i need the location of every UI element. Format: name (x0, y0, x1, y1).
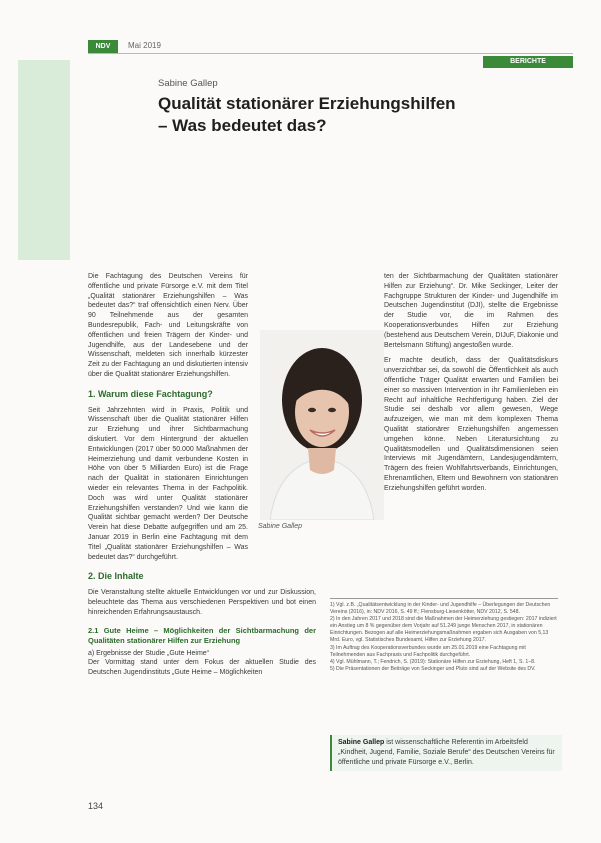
footnote: 2) In den Jahren 2017 und 2018 sind die Maßnahmen der Heimerziehung gestiegen: 2017 indiziert ein Anstieg um 8 % gegenüber dem Vorjahr auf 51.249 junge Menschen 2017, in stationären Einrichtungen. Bezogen auf alle Heimerziehungsmaßnahmen ergaben sich Ausgaben von 5,13 Mrd. Euro, vgl. Statistisches Bundesamt, Hilfen zur Erziehung 2017. (330, 616, 557, 644)
footnote: 3) Im Auftrag des Kooperationsverbundes wurde am 25.01.2019 eine Fachtagung mit Teilnehmenden aus Fachpraxis und Fachpolitik durchgeführt. (330, 644, 526, 658)
article-title (158, 93, 456, 137)
footnote: 1) Vgl. z.B. „Qualitätsentwicklung in der Kinder- und Jugendhilfe – Überlegungen der Deutschen Vereins (2016), in: NDV 2016, S. 49 ff.; Flensburg-Liesenkötter, NDV 2012, S. 548. (330, 602, 551, 616)
running-header (88, 40, 573, 54)
paragraph-seckinger: ten der Sichtbarmachung der Qualitäten stationärer Hilfen zur Erziehung“. Dr. Mike Seckinger, Leiter der Fachgruppe Strukturen der Kinder- und Jugendhilfe im Deutschen Jugendinstitut (DJI), stellte die Ergebnisse der Studie vor, die im Rahmen des Kooperationsverbundes Hilfen zur Erziehung (bestehend aus Deutschem Verein, DIJuF, Diakonie und Bertelsmann Stiftung) angestoßen wurde. (384, 273, 558, 349)
portrait-illustration (260, 330, 384, 520)
paragraph-vormittag: Der Vormittag stand unter dem Fokus der aktuellen Studie des Deutschen Jugendinstituts „Gute Heime – Möglichkeiten (88, 659, 316, 677)
issue-date: Mai 2019 (128, 41, 161, 50)
author-bio (330, 735, 562, 771)
paragraph-warum: Seit Jahrzehnten wird in Praxis, Politik und Wissenschaft über die Qualität stationärer Hilfen zur Erziehung und ihrer Sichtbarmachung diskutiert. Vor dem Hintergrund der aktuellen Entwicklungen (2017 über 50.000 Maßnahmen der Heimerziehung und damit verbundene Kosten in Höhe von über 5 Milliarden Euro) ist die Frage nach der Qualität in stationären Einrichtungen wieder ein relevantes Thema in der Fachpolitik. Doch was wird unter Qualität stationärer Erziehungshilfen verstanden? Und wie kann die Qualität sichtbar gemacht werden? Der Deutsche Verein hat diese Debatte aufgegriffen und am 25. Januar 2019 in Berlin eine Fachtagung mit dem Titel „Qualität stationärer Erziehungshilfen – Was bedeutet das?“ durchgeführt. (88, 406, 248, 561)
section-label: BERICHTE (483, 56, 573, 68)
author-portrait (260, 330, 384, 520)
footnote: 5) Die Präsentationen der Beiträge von Seckinger und Pluto sind auf der Website des DV. (330, 665, 536, 672)
footnotes (330, 598, 558, 673)
side-color-band (18, 60, 70, 260)
footnote: 4) Vgl. Mühlmann, T.; Fendrich, S. (2019): Stationäre Hilfen zur Erziehung, Heft 1, S. 1–8. (330, 658, 536, 665)
page-number: 134 (88, 801, 104, 811)
intro-paragraph: Die Fachtagung des Deutschen Vereins für öffentliche und private Fürsorge e.V. mit dem Titel „Qualität stationärer Erziehungshilfen – Was bedeutet das?“ traf offensichtlich einen Nerv. Über 90 Teilnehmende aus der gesamten Bundesrepublik, Fach- und Leitungskräfte von öffentlichen und freien Trägern der Kinder- und Jugendhilfe, aus der Landesebene und der Wissenschaft, meldeten sich innerhalb kürzester Zeit zu der Fachtagung an und diskutierten intensiv über die Qualität stationärer Erziehungshilfen. (88, 273, 248, 378)
paragraph-qualitaetsdiskurs: Er machte deutlich, dass der Qualitätsdiskurs unverzichtbar sei, da sowohl die Öffentlichkeit als auch öffentliche Träger Qualität erwarten und Familien bei einer so massiven Intervention in ihr Familienleben ein Recht auf inhaltliche Rechtfertigung haben. Ziel der Studie sei deshalb vor allem gewesen, Wege aufzuzeigen, wie man mit dem komplexen Thema Qualität stationärer Erziehungshilfen angemessen umgehen könne. Neben Literatursichtung zu Qualitätsmodellen und Qualitätsdimensionen seien Interviews mit Jugendämtern, Landesjugendämtern, Trägern des freien Wohlfahrtsverbands, Einrichtungen, Ehrenamtlichen, Eltern und Bewohnern von stationären Erziehungshilfen geführt worden. (384, 357, 558, 492)
title-line-1: Qualität stationärer Erziehungshilfen (158, 94, 456, 113)
bio-name: Sabine Gallep (338, 739, 385, 746)
article-author: Sabine Gallep (158, 78, 218, 89)
paragraph-inhalte: Die Veranstaltung stellte aktuelle Entwicklungen vor und zur Diskussion, beleuchtete das Thema aus verschiedenen Perspektiven und bot einen hinreichenden Erfahrungsaustausch. (88, 589, 316, 616)
heading-inhalte: 2. Die Inhalte (88, 571, 144, 582)
heading-warum: 1. Warum diese Fachtagung? (88, 388, 213, 399)
bio-text: ist wissenschaftliche Referentin im Arbeitsfeld „Kindheit, Jugend, Familie, Soziale Berufe“ des Deutschen Vereins für öffentliche und private Fürsorge e.V., Berlin. (338, 739, 555, 766)
subheading-gute-heime: 2.1 Gute Heime – Möglichkeiten der Sichtbarmachung der Qualitäten stationärer Hilfen zur Erziehung (88, 625, 316, 645)
journal-badge: NDV (88, 40, 118, 53)
title-line-2: – Was bedeutet das? (158, 116, 327, 135)
portrait-caption: Sabine Gallep (258, 523, 302, 530)
paragraph-studie-label: a) Ergebnisse der Studie „Gute Heime“ (88, 649, 209, 657)
